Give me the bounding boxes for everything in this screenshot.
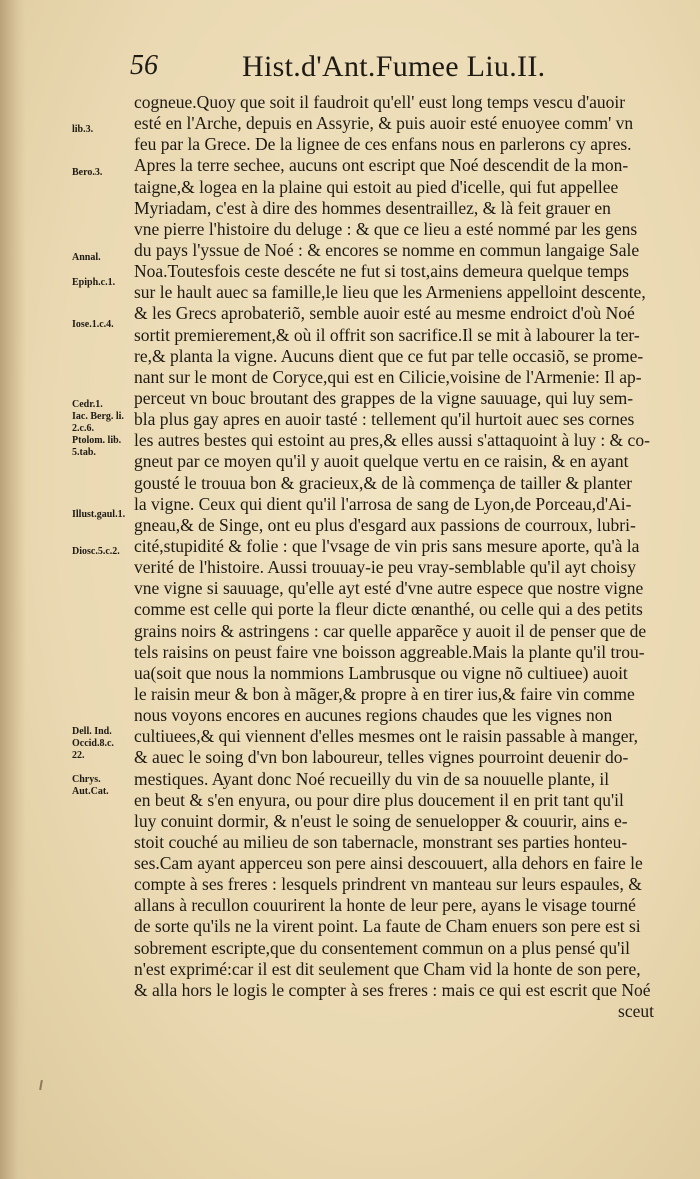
marginal-note-line: 22. xyxy=(72,750,85,761)
text-line: les autres bestes qui estoint au pres,& elles aussi s'attaquoint à luy : & co- xyxy=(134,430,650,451)
marginal-note-line: Aut.Cat. xyxy=(72,786,109,797)
text-line: le raisin meur & bon à mãger,& propre à en tirer ius,& faire vin comme xyxy=(134,683,635,704)
marginal-note xyxy=(72,774,134,798)
marginal-note xyxy=(72,726,134,762)
text-line: du pays l'yssue de Noé : & encores se nomme en commun langaige Sale xyxy=(134,239,640,260)
marginal-note-line: Dell. Ind. xyxy=(72,726,112,737)
page-number: 56 xyxy=(130,50,158,81)
text-line: & auec le soing d'vn bon laboureur, telles vignes pourroint deuenir do- xyxy=(134,747,629,768)
text-line: comme est celle qui porte la fleur dicte œnanthé, ou celle qui a des petits xyxy=(134,599,643,620)
margin-stray-mark xyxy=(39,1080,43,1090)
marginal-note-line: 5.tab. xyxy=(72,447,96,458)
marginal-note-line: Occid.8.c. xyxy=(72,738,114,749)
text-line: gneut par ce moyen qu'il y auoit quelque vertu en ce raisin, & en ayant xyxy=(134,451,629,472)
marginal-note-line: Diosc.5.c.2. xyxy=(72,546,120,557)
marginal-note-line: lib.3. xyxy=(72,124,94,135)
text-line: sortit premierement,& où il offrit son sacrifice.Il se mit à labourer la ter- xyxy=(134,324,640,345)
text-line: taigne,& logea en la plaine qui estoit au pied d'icelle, qui fut appellee xyxy=(134,176,619,197)
marginal-note-line: 2.c.6. xyxy=(72,423,94,434)
marginal-note-line: Bero.3. xyxy=(72,167,103,178)
marginal-note-line: Epiph.c.1. xyxy=(72,277,116,288)
marginal-note-line: Iose.1.c.4. xyxy=(72,319,114,330)
text-line: Apres la terre sechee, aucuns ont escript que Noé descendit de la mon- xyxy=(134,155,629,176)
text-line: vne pierre l'histoire du deluge : & que ce lieu a esté nommé par les gens xyxy=(134,218,638,239)
text-line: tels raisins on peust faire vne boisson aggreable.Mais la plante qu'il trou- xyxy=(134,641,645,662)
text-line: Noa.Toutesfois ceste descéte ne fut si tost,ains demeura quelque temps xyxy=(134,261,629,282)
marginal-note-line: Iac. Berg. li. xyxy=(72,411,124,422)
text-line: re,& planta la vigne. Aucuns dient que ce fut par telle occasiõ, se prome- xyxy=(134,345,644,366)
text-line: Myriadam, c'est à dire des hommes desentraillez, & là feit grauer en xyxy=(134,197,611,218)
text-line: cultiuees,& qui viennent d'elles mesmes ont le raisin passable à manger, xyxy=(134,726,638,747)
text-line: gousté le trouua bon & gracieux,& de là commença de tailler & planter xyxy=(134,472,633,493)
body-text xyxy=(134,92,656,1022)
page-gutter-shadow xyxy=(0,0,26,1179)
text-line: perceut vn bouc broutant des grappes de la vigne sauuage, qui luy sem- xyxy=(134,387,634,408)
text-line: vne vigne si sauuage, qu'elle ayt esté d'vne autre espece que nostre vigne xyxy=(134,578,644,599)
text-line: gneau,& de Singe, ont eu plus d'esgard aux passions de courroux, lubri- xyxy=(134,514,636,535)
marginal-note-line: Cedr.1. xyxy=(72,399,103,410)
text-line: feu par la Grece. De la lignee de ces enfans nous en parlerons cy apres. xyxy=(134,134,632,155)
text-line: de sorte qu'ils ne la virent point. La faute de Cham enuers son pere est si xyxy=(134,916,641,937)
marginal-note xyxy=(72,252,134,264)
text-line: esté en l'Arche, depuis en Assyrie, & puis auoir esté enuoyee comm' vn xyxy=(134,113,634,134)
text-line: cité,stupidité & folie : que l'vsage de vin pris sans mesure aporte, qu'à la xyxy=(134,535,640,556)
marginal-note xyxy=(72,124,134,136)
text-line: mestiques. Ayant donc Noé recueilly du vin de sa nouuelle plante, il xyxy=(134,768,610,789)
marginal-note xyxy=(72,546,134,558)
text-line: nant sur le mont de Coryce,qui est en Cilicie,voisine de l'Armenie: Il ap- xyxy=(134,366,642,387)
text-line: nous voyons encores en aucunes regions chaudes que les vignes non xyxy=(134,705,613,726)
marginal-note xyxy=(72,319,134,331)
running-head: Hist.d'Ant.Fumee Liu.II. xyxy=(242,50,546,83)
text-line: sobrement escripte,que du consentement commun on a plus pensé qu'il xyxy=(134,937,630,958)
text-line: & alla hors le logis le compter à ses freres : mais ce qui est escrit que Noé xyxy=(134,979,651,1000)
catchword: sceut xyxy=(618,1001,654,1022)
page-header xyxy=(126,48,566,88)
text-line: ses.Cam ayant apperceu son pere ainsi descouuert, alla dehors en faire le xyxy=(134,853,643,874)
text-line: la vigne. Ceux qui dient qu'il l'arrosa de sang de Lyon,de Porceau,d'Ai- xyxy=(134,493,632,514)
text-line: allans à recullon couurirent la honte de leur pere, ayans le visage tourné xyxy=(134,895,636,916)
text-line: stoit couché au milieu de son tabernacle, monstrant ses parties honteu- xyxy=(134,831,628,852)
text-line: verité de l'histoire. Aussi trouuay-ie peu vray-semblable qu'il ayt choisy xyxy=(134,557,637,578)
text-line: bla plus gay apres en auoir tasté : tellement qu'il hurtoit auec ses cornes xyxy=(134,409,635,430)
marginal-note-line: Chrys. xyxy=(72,774,101,785)
text-line: n'est exprimé:car il est dit seulement que Cham vid la honte de son pere, xyxy=(134,958,641,979)
text-line: luy conuint dormir, & n'eust le soing de senuelopper & couurir, ains e- xyxy=(134,810,628,831)
text-line: sur le hault auec sa famille,le lieu que les Armeniens appelloint descente, xyxy=(134,282,646,303)
marginal-note xyxy=(72,399,134,459)
text-line: compte à ses freres : lesquels prindrent vn manteau sur leurs espaules, & xyxy=(134,874,642,895)
marginal-note-line: Annal. xyxy=(72,252,101,263)
marginal-note-line: Ptolom. lib. xyxy=(72,435,122,446)
text-line: grains noirs & astringens : car quelle apparẽce y auoit il de penser que de xyxy=(134,620,647,641)
marginal-note xyxy=(72,509,134,521)
marginal-note-line: Illust.gaul.1. xyxy=(72,509,126,520)
text-line: & les Grecs aprobateriõ, semble auoir esté au mesme endroict d'où Noé xyxy=(134,303,635,324)
text-line: ua(soit que nous la nommions Lambrusque ou vigne nõ cultiuee) auoit xyxy=(134,662,628,683)
marginal-note xyxy=(72,277,134,289)
text-line: cogneue.Quoy que soit il faudroit qu'ell' eust long temps vescu d'auoir xyxy=(134,92,626,112)
marginal-note xyxy=(72,167,134,179)
text-line: en beut & s'en enyura, ou pour dire plus doucement il en prit tant qu'il xyxy=(134,789,624,810)
